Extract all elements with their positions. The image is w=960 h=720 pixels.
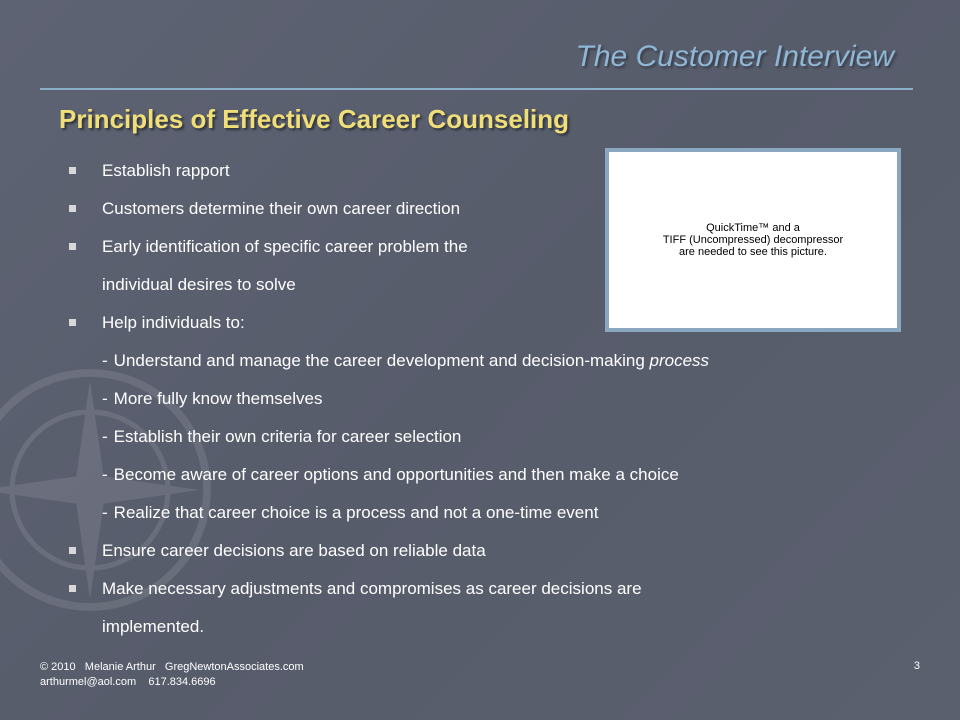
square-bullet-icon [69,243,76,250]
placeholder-line: QuickTime™ and a [706,222,800,234]
sub-bullet-text: Realize that career choice is a process and not a one-time event [113,503,599,522]
dash-marker: - [102,465,108,484]
square-bullet-icon [69,205,76,212]
bullet-text: Customers determine their own career direction [102,199,461,218]
quicktime-placeholder [609,152,897,328]
bullet-text: Establish rapport [102,161,230,180]
square-bullet-icon [69,585,76,592]
page-title: The Customer Interview [575,40,894,73]
bullet-text: Make necessary adjustments and compromises as career decisions are [102,579,642,598]
bullet-text: implemented. [102,617,205,636]
slide-subtitle: Principles of Effective Career Counseling [59,104,570,134]
sub-bullet-item [66,342,906,380]
bullet-text: Ensure career decisions are based on reliable data [102,541,486,560]
sub-bullet-item [66,380,906,418]
title-divider [40,88,913,90]
bullet-continuation [66,608,906,646]
image-placeholder-frame [605,148,901,332]
sub-bullet-text: Establish their own criteria for career selection [113,427,462,446]
footer-contact: arthurmel@aol.com 617.834.6696 [40,676,216,688]
sub-bullet-text: Become aware of career options and opportunities and then make a choice [113,465,679,484]
placeholder-line: TIFF (Uncompressed) decompressor [662,234,844,246]
bullet-text: individual desires to solve [102,275,296,294]
sub-bullet-item [66,456,906,494]
bullet-text: Early identification of specific career problem the [102,237,468,256]
bullet-item [66,570,906,608]
sub-bullet-item [66,494,906,532]
footer-credits [40,660,304,690]
sub-bullet-text: Understand and manage the career development and decision-making [113,351,650,370]
placeholder-line: are needed to see this picture. [679,246,827,258]
square-bullet-icon [69,547,76,554]
page-number: 3 [913,660,920,672]
sub-bullet-text: More fully know themselves [113,389,323,408]
dash-marker: - [102,389,108,408]
dash-marker: - [102,351,108,370]
bullet-item [66,532,906,570]
sub-bullet-emphasis: process [649,351,710,370]
sub-bullet-item [66,418,906,456]
dash-marker: - [102,503,108,522]
footer-copyright: © 2010 Melanie Arthur GregNewtonAssociates.com [40,661,304,673]
square-bullet-icon [69,167,76,174]
dash-marker: - [102,427,108,446]
bullet-text: Help individuals to: [102,313,245,332]
square-bullet-icon [69,319,76,326]
